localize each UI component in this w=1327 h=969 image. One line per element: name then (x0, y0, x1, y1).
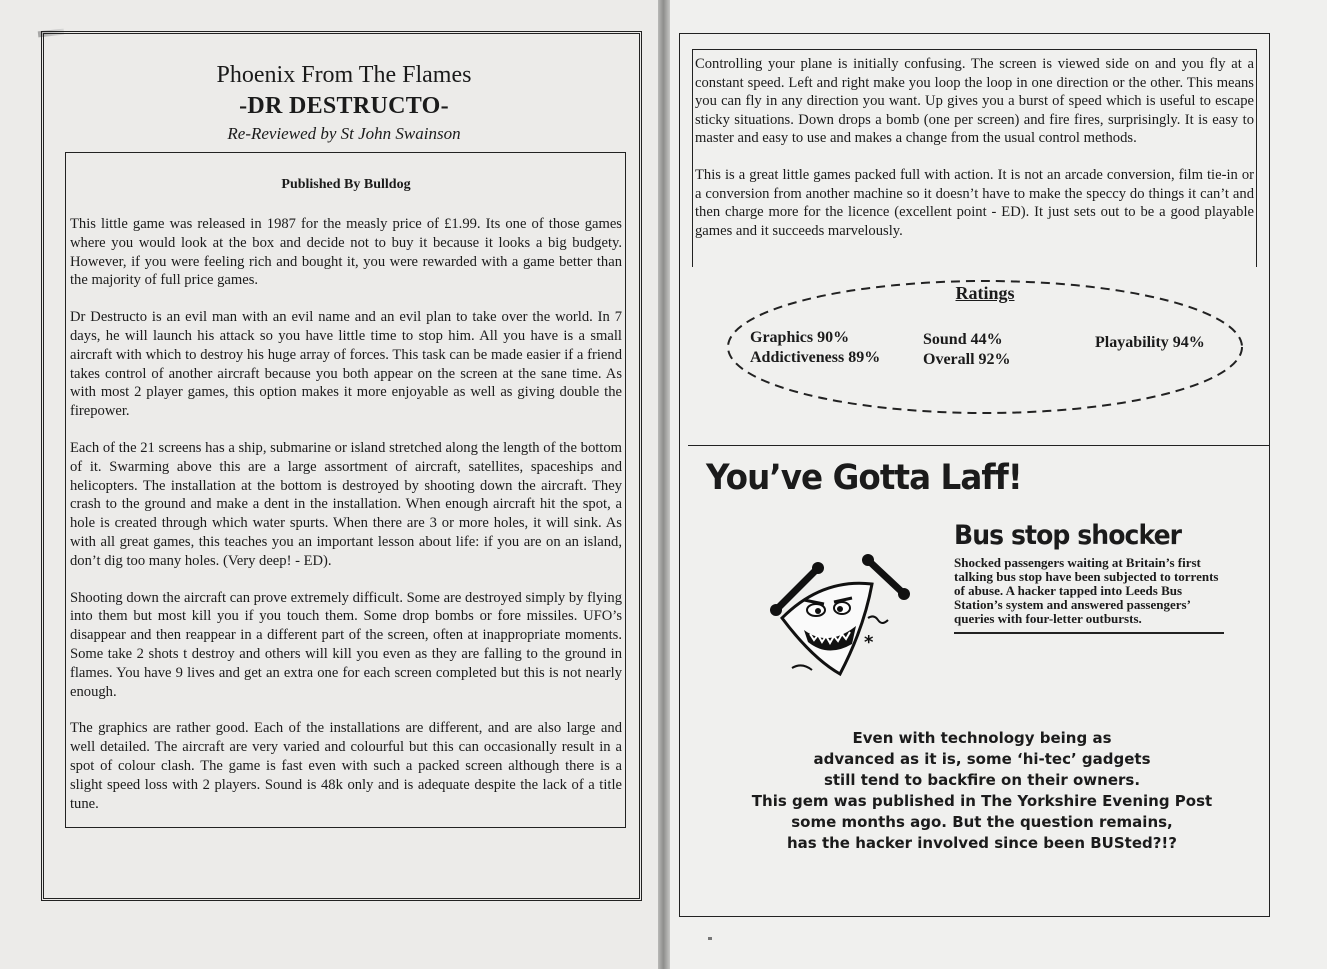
clipping-headline: Bus stop shocker (954, 520, 1182, 551)
review-paragraph: Shooting down the aircraft can prove extremely difficult. Some are destroyed simply by flying into them but most kill you if you touch them. Some drop bombs or fore missiles. UFO’s disappear and then reappear in a different part of the screen, often at inappropriate moments. Some take 2 shots t destroy and others will kill you even as they are falling to the ground in flames. You have 9 lives and get an extra one for each screen completed but this is not nearly enough. (70, 589, 622, 700)
review-continuation-box (692, 49, 1257, 267)
news-clipping (954, 518, 1230, 634)
clipping-text: Shocked passengers waiting at Britain’s first talking bus stop have been subjected to torrents of abuse. A hacker tapped into Leeds Bus Station’s system and answered passengers’ queries with four-letter outbursts. (954, 555, 1219, 626)
review-paragraph: The graphics are rather good. Each of the installations are different, and are also large and well detailed. The aircraft are very varied and colourful but this can occasionally result in a spot of colour clash. The game is fast even with such a packed screen although there is a slight speed loss with 2 players. Sound is 48k only and is adequate despite the lack of a title tune. (70, 720, 622, 812)
rating-addictiveness: Addictiveness 89% (750, 349, 881, 366)
review-paragraph: Dr Destructo is an evil man with an evil name and an evil plan to take over the world. In 7 days, he will launch his attack so you have little time to stop him. All you have is a small aircraft with which to destroy his huge array of forces. This task can be made easier if a friend takes control of another aircraft because you both appear on the screen at the sane time. As with most 2 player games, this option makes it more enjoyable as well as giving double the firepower. (70, 309, 622, 420)
bus-stop-cartoon (752, 548, 942, 698)
ratings-panel (720, 277, 1250, 417)
column-title: Phoenix From The Flames (216, 62, 472, 88)
review-paragraph: This little game was released in 1987 for the measly price of £1.99. Its one of those games where you would look at the box and decide not to buy it because it looks a big budgety. However, if you were feeling rich and bought it, you were rewarded with a game better than the majority of full price games. (70, 216, 622, 289)
review-paragraph: Each of the 21 screens has a ship, submarine or island stretched along the length of the bottom of it. Swarming above this are a large assortment of aircraft, satellites, spaceships and helicopters. The installation at the bottom is destroyed by shooting down the aircraft. They crash to the ground and make a dent in the installation. When enough aircraft hit the spot, a hole is created through which water spurts. When there are 3 or more holes, it will sink. As with all great games, this teaches you an important lesson about life: if you are on an island, don’t dig too many holes. (Very deep! - ED). (70, 439, 622, 569)
quote-line: still tend to backfire on their owners. (823, 771, 1141, 789)
quote-line: has the hacker involved since been BUSted?!? (787, 834, 1177, 852)
game-title: -DR DESTRUCTO- (239, 93, 449, 119)
rating-graphics: Graphics 90% (750, 329, 850, 346)
publisher-line: Published By Bulldog (281, 177, 411, 192)
page-speck (708, 937, 712, 940)
rating-sound: Sound 44% (923, 331, 1003, 348)
review-body-box (65, 152, 626, 828)
closing-quote (720, 728, 1244, 854)
article-header (60, 60, 628, 146)
byline: Re-Reviewed by St John Swainson (227, 124, 461, 143)
rating-overall: Overall 92% (923, 351, 1011, 368)
laff-heading: You’ve Gotta Laff! (706, 458, 1022, 498)
review-paragraph: Controlling your plane is initially confusing. The screen is viewed side on and you fly at a constant speed. Left and right make you loop the loop in one direction or the other. This means you can fly in any direction you want. Up gives you a burst of speed which is useful to escape sticky situations. Down drops a bomb (one per screen) and fire fires, surprisingly. It is easy to master and easy to use and makes a change from the usual control methods. (695, 56, 1254, 147)
quote-line: This gem was published in The Yorkshire Evening Post (751, 792, 1213, 810)
quote-line: Even with technology being as (852, 729, 1112, 747)
clipping-rule (954, 632, 1224, 634)
quote-line: advanced as it is, some ‘hi-tec’ gadgets (813, 750, 1151, 768)
rating-playability: Playability 94% (1095, 334, 1205, 351)
quote-line: some months ago. But the question remains, (791, 813, 1173, 831)
page-gutter (658, 0, 670, 969)
ratings-title: Ratings (955, 283, 1015, 303)
review-paragraph: This is a great little games packed full with action. It is not an arcade conversion, film tie-in or a conversion from another machine so it doesn’t have to make the speccy do things it can’t and then charge more for the licence (excellent point - ED). It just sets out to be a good playable games and it succeeds marvelously. (695, 166, 1254, 239)
section-divider (688, 445, 1270, 446)
svg-text:*: * (864, 632, 874, 653)
